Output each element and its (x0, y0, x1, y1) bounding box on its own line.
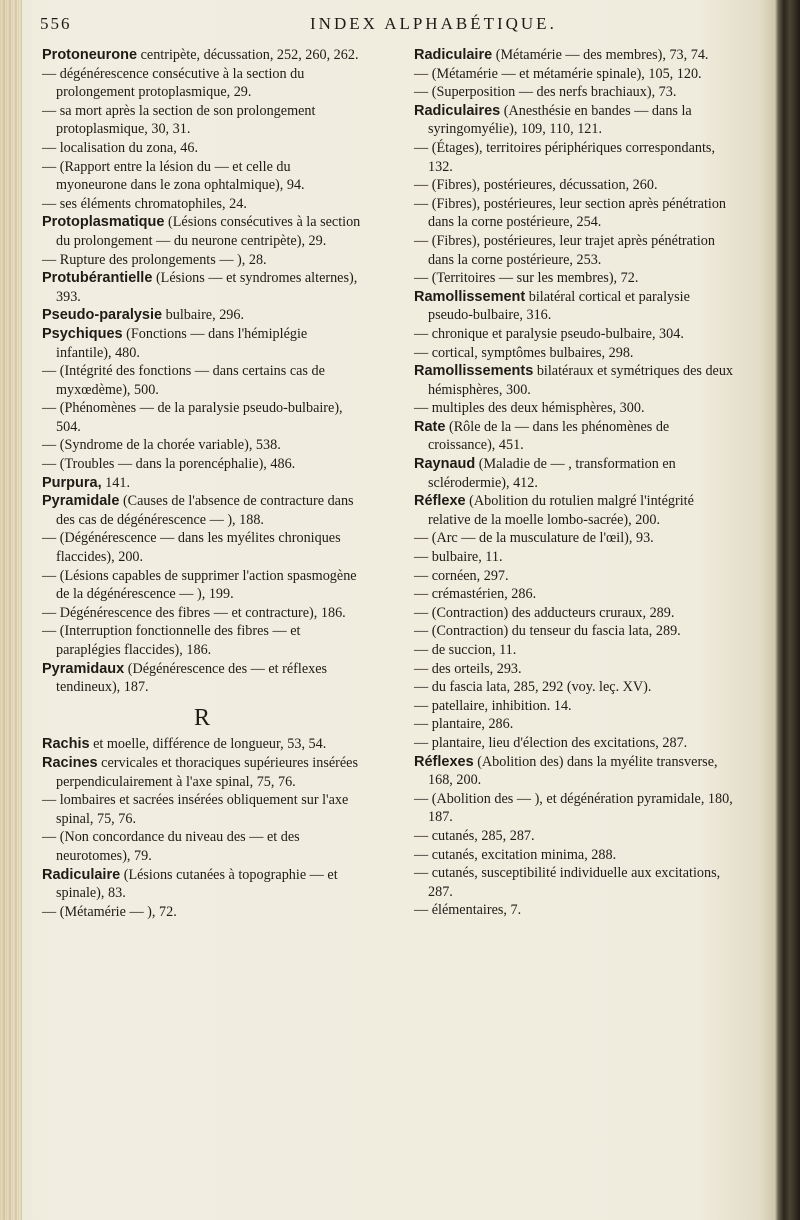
index-entry (42, 65, 362, 102)
index-entry (414, 83, 734, 102)
entry-text: — cutanés, 285, 287. (414, 827, 535, 844)
index-entry (42, 399, 362, 436)
entry-text: — patellaire, inhibition. 14. (414, 697, 572, 714)
index-entry (414, 399, 734, 418)
index-entry (42, 903, 362, 922)
entry-text: — (Interruption fonctionnelle des fibres — et paraplégies flaccides), 186. (42, 623, 301, 658)
index-entry (42, 604, 362, 623)
entry-text: — (Métamérie — ), 72. (42, 903, 177, 920)
index-entry (414, 102, 734, 139)
entry-text: — Dégénérescence des fibres — et contracture), 186. (42, 604, 346, 621)
index-entry (414, 567, 734, 586)
entry-text: (Lésions consécutives à la section du prolongement — du neurone centripète), 29. (56, 214, 361, 249)
entry-headword: Protubérantielle (42, 270, 153, 287)
entry-text: — (Contraction) du tenseur du fascia lata, 289. (414, 623, 681, 640)
index-entry (42, 251, 362, 270)
index-entry (42, 735, 362, 754)
index-entry (414, 548, 734, 567)
entry-text: 141. (105, 474, 130, 491)
index-entry (414, 492, 734, 529)
entry-text: — (Phénomènes — de la paralysie pseudo-bulbaire), 504. (42, 400, 343, 435)
entry-headword: Rachis (42, 736, 90, 753)
entry-headword: Radiculaire (42, 866, 121, 883)
index-entry (42, 791, 362, 828)
index-entry (414, 195, 734, 232)
index-entry (42, 660, 362, 697)
entry-text: — (Arc — de la musculature de l'œil), 93. (414, 530, 654, 547)
running-header (40, 14, 740, 40)
entry-text: cervicales et thoraciques supérieures insérées perpendiculairement à l'axe spinal, 75, 76. (56, 754, 359, 790)
entry-text: — cornéen, 297. (414, 567, 509, 584)
index-entry (42, 213, 362, 250)
entry-text: (Abolition du rotulien malgré l'intégrité relative de la moelle lombo-sacrée), 200. (428, 493, 694, 528)
entry-text: (Métamérie — des membres), 73, 74. (495, 47, 709, 63)
index-entry (414, 641, 734, 660)
index-entry (414, 529, 734, 548)
index-entry (414, 288, 734, 325)
page-binding-edge (0, 0, 22, 1220)
entry-text: — (Troubles — dans la porencéphalie), 486. (42, 456, 296, 473)
entry-headword: Pseudo-paralysie (42, 307, 163, 324)
entry-text: — (Métamérie — et métamérie spinale), 105, 120. (414, 65, 702, 82)
index-entry (414, 622, 734, 641)
book-spine-shadow (778, 0, 800, 1220)
entry-headword: Pyramidaux (42, 660, 125, 677)
entry-text: (Lésions — et syndromes alternes), 393. (56, 270, 358, 305)
index-entry (414, 846, 734, 865)
entry-text: — plantaire, lieu d'élection des excitations, 287. (414, 734, 688, 751)
entry-headword: Rate (414, 418, 446, 435)
index-entry (42, 455, 362, 474)
index-entry (414, 660, 734, 679)
entry-text: — (Dégénérescence — dans les myélites chroniques flaccides), 200. (42, 530, 341, 566)
index-entry (414, 139, 734, 176)
entry-headword: Réflexes (414, 753, 474, 770)
entry-text: — de succion, 11. (414, 642, 517, 658)
entry-text: bilatéraux et symétriques des deux hémisphères, 300. (428, 363, 734, 398)
index-entry (42, 102, 362, 139)
entry-headword: Raynaud (414, 456, 476, 473)
index-entry (414, 65, 734, 84)
entry-headword: Radiculaires (414, 102, 501, 119)
index-entry (414, 176, 734, 195)
entry-text: bilatéral cortical et paralysie pseudo-bulbaire, 316. (428, 288, 690, 324)
entry-text: — cortical, symptômes bulbaires, 298. (414, 344, 634, 361)
entry-text: bulbaire, 296. (165, 307, 245, 324)
entry-text: (Fonctions — dans l'hémiplégie infantile), 480. (56, 325, 308, 361)
entry-text: (Causes de l'absence de contracture dans des cas de dégénérescence — ), 188. (56, 493, 354, 528)
index-entry (414, 734, 734, 753)
page-number: 556 (40, 14, 72, 33)
entry-text: (Abolition des) dans la myélite transverse, 168, 200. (428, 753, 718, 789)
index-entry (42, 436, 362, 455)
entry-text: — chronique et paralysie pseudo-bulbaire, 304. (414, 325, 684, 342)
page-title: INDEX ALPHABÉTIQUE. (310, 14, 557, 33)
index-entry (414, 604, 734, 623)
section-letter: R (193, 704, 210, 731)
index-entry (414, 344, 734, 363)
entry-text: — bulbaire, 11. (414, 549, 503, 566)
index-entry (42, 754, 362, 791)
right-column (414, 46, 734, 920)
entry-text: (Lésions cutanées à topographie — et spinale), 83. (56, 866, 338, 902)
index-entry (42, 306, 362, 325)
entry-text: (Dégénérescence des — et réflexes tendineux), 187. (56, 660, 328, 696)
entry-text: — (Intégrité des fonctions — dans certains cas de myxœdème), 500. (42, 363, 325, 398)
entry-text: — (Superposition — des nerfs brachiaux), 73. (414, 84, 677, 101)
entry-headword: Psychiques (42, 325, 123, 342)
entry-headword: Protoneurone (42, 47, 138, 63)
index-entry (414, 269, 734, 288)
entry-headword: Ramollissement (414, 288, 526, 305)
entry-headword: Racines (42, 754, 98, 771)
entry-text: — Rupture des prolongements — ), 28. (42, 251, 267, 268)
index-entry (414, 455, 734, 492)
entry-headword: Pyramidale (42, 493, 120, 510)
index-entry (414, 753, 734, 790)
entry-text: — (Étages), territoires périphériques correspondants, 132. (414, 139, 715, 175)
entry-text: centripète, décussation, 252, 260, 262. (140, 47, 359, 63)
index-entry (414, 790, 734, 827)
entry-text: — (Contraction) des adducteurs cruraux, 289. (414, 604, 675, 621)
entry-text: — (Territoires — sur les membres), 72. (414, 270, 639, 287)
index-entry (414, 901, 734, 920)
entry-text: (Rôle de la — dans les phénomènes de croissance), 451. (428, 418, 670, 454)
index-entry (42, 866, 362, 903)
index-entry (414, 232, 734, 269)
entry-headword: Purpura, (42, 474, 102, 491)
entry-text: — (Fibres), postérieures, décussation, 260. (414, 177, 658, 194)
entry-text: — (Fibres), postérieures, leur section après pénétration dans la corne postérieure, 254. (414, 195, 727, 231)
index-entry (42, 362, 362, 399)
index-entry (42, 139, 362, 158)
index-entry (414, 678, 734, 697)
index-entry (414, 362, 734, 399)
index-entry (42, 46, 362, 65)
index-entry (42, 269, 362, 306)
entry-text: — localisation du zona, 46. (42, 139, 199, 156)
index-entry (414, 418, 734, 455)
entry-headword: Ramollissements (414, 363, 534, 380)
entry-text: — du fascia lata, 285, 292 (voy. leç. XV). (414, 679, 652, 696)
entry-text: — dégénérescence consécutive à la section du prolongement protoplasmique, 29. (42, 65, 305, 101)
entry-text: (Maladie de — , transformation en sclérodermie), 412. (428, 456, 676, 491)
index-entry (414, 827, 734, 846)
entry-text: (Anesthésie en bandes — dans la syringomyélie), 109, 110, 121. (428, 102, 692, 138)
index-entry (414, 46, 734, 65)
index-entry (414, 697, 734, 716)
index-entry (414, 864, 734, 901)
index-entry (414, 585, 734, 604)
entry-text: et moelle, différence de longueur, 53, 54. (93, 736, 327, 753)
entry-text: — (Rapport entre la lésion du — et celle du myoneurone dans le zona ophtalmique), 94. (42, 158, 305, 194)
index-entry (42, 529, 362, 566)
index-entry (42, 325, 362, 362)
entry-text: — (Lésions capables de supprimer l'action spasmogène de la dégénérescence — ), 199. (42, 567, 357, 603)
entry-text: — lombaires et sacrées insérées obliquement sur l'axe spinal, 75, 76. (42, 792, 349, 827)
entry-headword: Protoplasmatique (42, 214, 165, 231)
entry-text: — sa mort après la section de son prolongement protoplasmique, 30, 31. (42, 102, 316, 138)
entry-text: — (Non concordance du niveau des — et des neurotomes), 79. (42, 829, 300, 864)
entry-text: — (Fibres), postérieures, leur trajet après pénétration dans la corne postérieure, 253. (414, 232, 715, 268)
entry-headword: Réflexe (414, 493, 466, 510)
entry-headword: Radiculaire (414, 47, 493, 63)
entry-text: — crémastérien, 286. (414, 586, 537, 603)
left-column (42, 46, 362, 921)
entry-text: — (Abolition des — ), et dégénération pyramidale, 180, 187. (414, 790, 733, 826)
index-entry (414, 325, 734, 344)
index-entry (42, 195, 362, 214)
index-entry (414, 715, 734, 734)
entry-text: — plantaire, 286. (414, 716, 514, 733)
index-entry (42, 828, 362, 865)
index-entry (42, 158, 362, 195)
entry-text: — ses éléments chromatophiles, 24. (42, 195, 247, 212)
entry-text: — (Syndrome de la chorée variable), 538. (42, 437, 281, 454)
entry-text: — cutanés, susceptibilité individuelle aux excitations, 287. (414, 865, 721, 900)
entry-text: — élémentaires, 7. (414, 902, 522, 919)
index-entry (42, 492, 362, 529)
entry-text: — multiples des deux hémisphères, 300. (414, 400, 645, 417)
index-entry (42, 567, 362, 604)
index-entry (42, 474, 362, 493)
entry-text: — des orteils, 293. (414, 660, 522, 677)
index-entry (42, 622, 362, 659)
entry-text: — cutanés, excitation minima, 288. (414, 846, 617, 863)
